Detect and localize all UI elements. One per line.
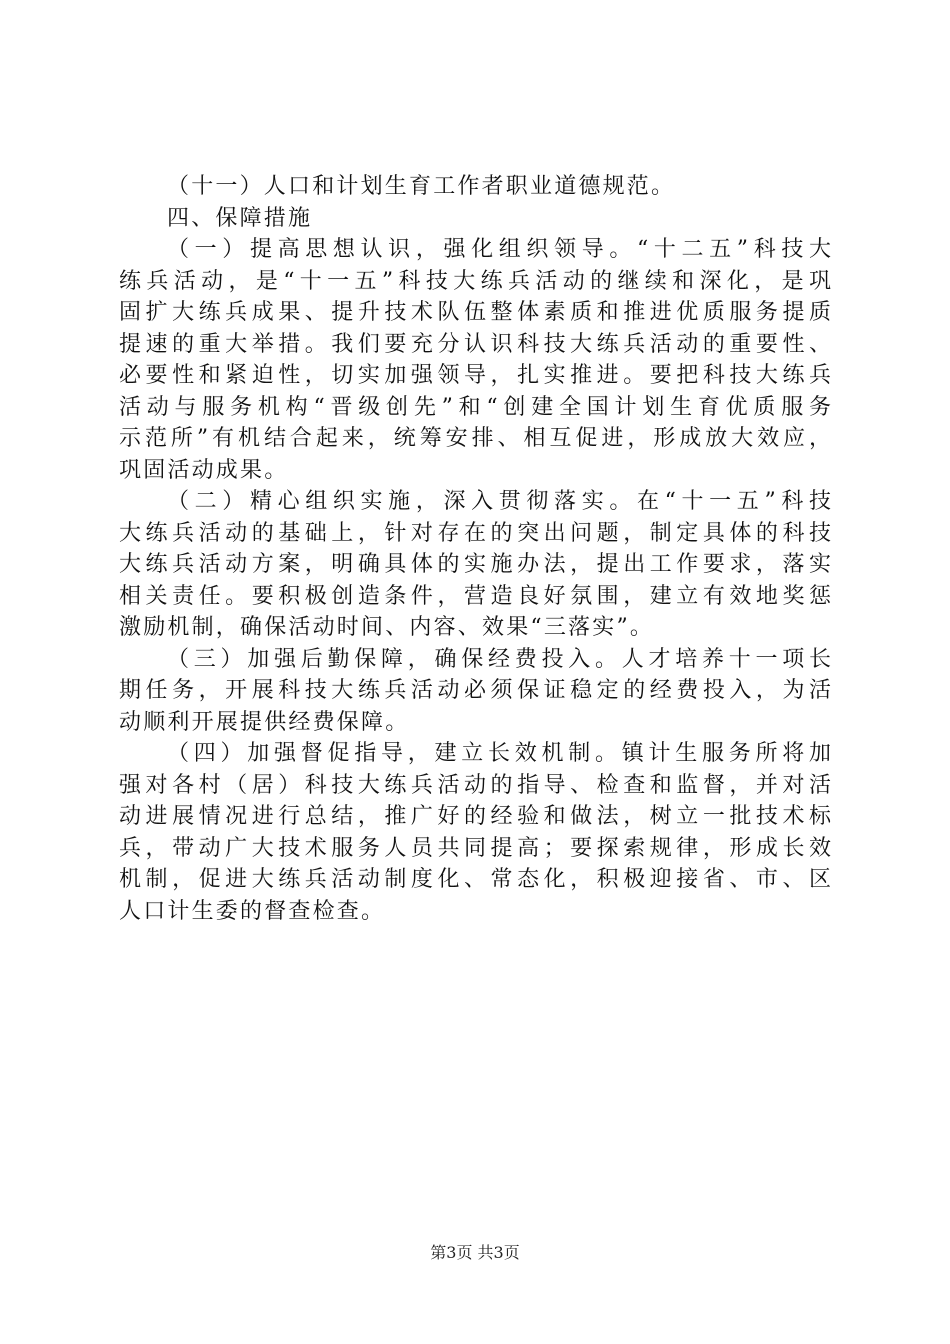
text-line: 强对各村（居）科技大练兵活动的指导、检查和监督，并对活	[119, 772, 831, 798]
text-line: 兵，带动广大技术服务人员共同提高；要探索规律，形成长效	[119, 835, 831, 861]
text-line: （二）精心组织实施，深入贯彻落实。在“十一五”科技	[167, 489, 831, 514]
text-line: 激励机制，确保活动时间、内容、效果“三落实”。	[119, 615, 655, 640]
text-line: （三）加强后勤保障，确保经费投入。人才培养十一项长	[167, 646, 831, 672]
page-footer: 第3页 共3页	[430, 1243, 520, 1262]
text-line: 提速的重大举措。我们要充分认识科技大练兵活动的重要性、	[119, 331, 831, 357]
text-line: 必要性和紧迫性，切实加强领导，扎实推进。要把科技大练兵	[119, 363, 831, 388]
text-line: 期任务，开展科技大练兵活动必须保证稳定的经费投入，为活	[119, 678, 831, 703]
text-line: 练兵活动，是“十一五”科技大练兵活动的继续和深化，是巩	[119, 268, 831, 294]
text-line: （十一）人口和计划生育工作者职业道德规范。	[167, 174, 676, 199]
body-text	[119, 171, 831, 927]
text-line: 固扩大练兵成果、提升技术队伍整体素质和推进优质服务提质	[119, 300, 831, 325]
text-line: 动顺利开展提供经费保障。	[119, 709, 410, 735]
text-line: 机制，促进大练兵活动制度化、常态化，积极迎接省、市、区	[119, 867, 831, 892]
text-line: 四、保障措施	[167, 205, 313, 231]
text-line: 动进展情况进行总结，推广好的经验和做法，树立一批技术标	[119, 804, 831, 829]
text-line: 示范所”有机结合起来，统筹安排、相互促进，形成放大效应，	[119, 426, 831, 451]
text-line: 巩固活动成果。	[119, 457, 289, 483]
text-line: 大练兵活动的基础上，针对存在的突出问题，制定具体的科技	[119, 520, 831, 546]
text-line: 相关责任。要积极创造条件，营造良好氛围，建立有效地奖惩	[119, 583, 831, 609]
text-line: 人口计生委的督查检查。	[119, 898, 386, 924]
text-line: 大练兵活动方案，明确具体的实施办法，提出工作要求，落实	[119, 552, 831, 577]
text-line: 活动与服务机构“晋级创先”和“创建全国计划生育优质服务	[119, 394, 831, 420]
text-line: （一）提高思想认识，强化组织领导。“十二五”科技大	[167, 237, 831, 262]
text-line: （四）加强督促指导，建立长效机制。镇计生服务所将加	[167, 741, 831, 766]
